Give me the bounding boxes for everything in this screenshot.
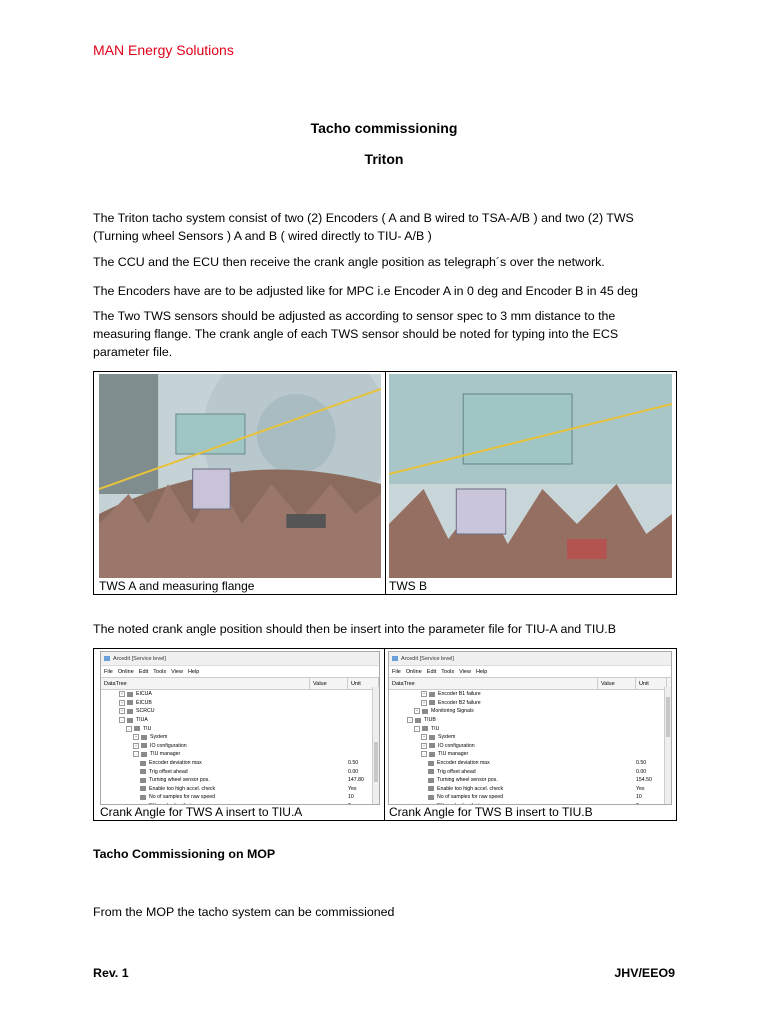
column-datatree[interactable]: DataTree [389, 678, 598, 689]
node-value[interactable]: 147.80 [348, 777, 364, 784]
node-label: System [438, 734, 456, 741]
tree-row[interactable] [101, 793, 379, 802]
screenshot-table [93, 648, 677, 821]
scrollbar-thumb[interactable] [374, 742, 378, 782]
node-icon [140, 761, 146, 766]
tree-row-label [101, 734, 338, 740]
tree-row-label [101, 726, 331, 732]
tree-row[interactable] [101, 742, 379, 751]
tree-row-label [101, 777, 345, 783]
menu-online[interactable]: Online [117, 668, 134, 675]
node-icon [127, 700, 133, 705]
node-icon [127, 718, 133, 723]
menu-tools[interactable]: Tools [441, 668, 455, 675]
collapse-icon[interactable]: - [119, 717, 125, 723]
tree-row-label [389, 760, 633, 766]
tree-row[interactable] [389, 793, 671, 802]
paragraph-network: The CCU and the ECU then receive the crank angle position as telegraph´s over the network. [93, 255, 605, 269]
node-label: TIU [143, 725, 152, 732]
node-label: TIU [431, 725, 440, 732]
menu-file[interactable]: File [104, 668, 113, 675]
tree-row[interactable] [101, 750, 379, 759]
tree-row[interactable] [101, 785, 379, 794]
tree-row-label [389, 734, 626, 740]
node-icon [429, 735, 435, 740]
tree-row[interactable] [389, 707, 671, 716]
node-icon [429, 743, 435, 748]
node-label: EICUB [136, 699, 152, 706]
expand-icon[interactable]: + [422, 699, 426, 705]
tree-row[interactable] [101, 690, 379, 699]
data-tree [389, 690, 671, 805]
tree-row[interactable] [101, 707, 379, 716]
menu-file[interactable]: File [392, 668, 401, 675]
tree-row-label [389, 794, 633, 800]
menu-help[interactable]: Help [475, 668, 488, 675]
tree-row-label [389, 777, 633, 783]
tree-row-label [101, 700, 324, 706]
node-label: Encoder deviation max [437, 760, 490, 767]
tree-row[interactable] [101, 733, 379, 742]
node-icon [141, 743, 147, 748]
collapse-icon[interactable]: - [421, 751, 427, 757]
photo-tws-b [389, 374, 672, 578]
menu-view[interactable]: View [459, 668, 471, 675]
tree-row-label [389, 700, 626, 706]
expand-icon[interactable]: + [134, 742, 138, 748]
tree-row[interactable] [101, 724, 379, 733]
node-label: Trig offset ahead [437, 768, 476, 775]
grid-header [101, 677, 379, 690]
expand-icon[interactable]: + [422, 742, 426, 748]
screenshot-cell-tiu-a [94, 649, 385, 820]
tree-row-label [101, 786, 345, 792]
paragraph-tws-adjustment: The Two TWS sensors should be adjusted as according to sensor spec to 3 mm distance to the measuring flange. The crank angle of each TWS sensor should be noted for typing into the ECS parameter file. [93, 309, 619, 359]
tree-row[interactable] [389, 750, 671, 759]
node-icon [422, 726, 428, 731]
node-label: Enable too high accel. check [437, 785, 504, 792]
node-label: SCRCU [136, 708, 155, 715]
node-value[interactable]: Yes [348, 785, 357, 792]
menu-edit[interactable]: Edit [138, 668, 149, 675]
node-icon [422, 709, 428, 714]
node-value[interactable]: 10 [636, 794, 642, 801]
node-icon [429, 692, 435, 697]
node-label: IO configuration [438, 742, 475, 749]
node-icon [134, 726, 140, 731]
node-icon [127, 692, 133, 697]
tree-row[interactable] [101, 759, 379, 768]
node-value[interactable]: 154.50 [636, 777, 652, 784]
expand-icon[interactable]: + [120, 708, 124, 714]
node-label: Trig offset ahead [149, 768, 188, 775]
node-icon [140, 769, 146, 774]
menu-edit[interactable]: Edit [426, 668, 437, 675]
screenshot-cell-tiu-b [385, 649, 676, 820]
tree-row-label [389, 726, 619, 732]
tree-row-label [101, 743, 338, 749]
footer-doc-ref: JHV/EEO9 [614, 966, 675, 980]
tree-row[interactable] [389, 699, 671, 708]
expand-icon[interactable]: + [120, 699, 124, 705]
node-icon [141, 752, 147, 757]
node-icon [428, 786, 434, 791]
column-datatree[interactable]: DataTree [101, 678, 310, 689]
menu-view[interactable]: View [171, 668, 183, 675]
tree-row[interactable] [101, 767, 379, 776]
node-label: Monitoring Signals [431, 708, 474, 715]
document-title: Tacho commissioning [310, 120, 458, 136]
tree-row[interactable] [389, 759, 671, 768]
tree-row-label [389, 769, 633, 775]
tree-row-label [389, 691, 626, 697]
menu-online[interactable]: Online [405, 668, 422, 675]
tree-row-label [101, 769, 345, 775]
collapse-icon[interactable]: - [133, 751, 139, 757]
tree-row-label [101, 760, 345, 766]
node-icon [141, 735, 147, 740]
menu-tools[interactable]: Tools [153, 668, 167, 675]
app-icon [104, 656, 110, 661]
arcedit-window-tiu-a [100, 651, 380, 805]
tree-row[interactable] [389, 742, 671, 751]
node-value[interactable]: 0.50 [348, 760, 359, 767]
window-titlebar [389, 652, 671, 666]
tree-row[interactable] [389, 724, 671, 733]
tree-row[interactable] [389, 716, 671, 725]
node-icon [428, 769, 434, 774]
node-label: Encoder B1 failure [438, 691, 481, 698]
vertical-scrollbar[interactable] [372, 687, 379, 804]
expand-icon[interactable]: + [120, 691, 124, 697]
screenshot-caption-tiu-a: Crank Angle for TWS A insert to TIU.A [100, 805, 303, 819]
tree-row[interactable] [389, 776, 671, 785]
node-label: Encoder B2 failure [438, 699, 481, 706]
menu-bar [101, 666, 379, 677]
node-icon [428, 761, 434, 766]
screenshot-caption-tiu-b: Crank Angle for TWS B insert to TIU.B [389, 805, 593, 819]
tree-row[interactable] [389, 785, 671, 794]
paragraph-system-overview: The Triton tacho system consist of two (2) Encoders ( A and B wired to TSA-A/B ) and two (2) TWS (Turning wheel Sensors ) A and B ( wired directly to TIU- A/B ) [93, 211, 634, 243]
window-titlebar [101, 652, 379, 666]
node-label: EICUA [136, 691, 152, 698]
node-label: IO configuration [150, 742, 187, 749]
node-value[interactable]: 0.00 [348, 768, 359, 775]
tree-row-label [101, 751, 338, 757]
collapse-icon[interactable]: - [407, 717, 413, 723]
tree-row[interactable] [389, 690, 671, 699]
paragraph-mop: From the MOP the tacho system can be commissioned [93, 905, 395, 919]
document-subtitle: Triton [364, 151, 404, 167]
node-label: TIU manager [150, 751, 181, 758]
column-unit[interactable]: Unit [348, 678, 379, 689]
tree-row-label [101, 708, 324, 714]
node-label: Turning wheel sensor pos. [437, 777, 498, 784]
expand-icon[interactable]: + [422, 734, 426, 740]
tree-row[interactable] [389, 767, 671, 776]
window-title: Arcedit [Service level] [113, 655, 166, 662]
node-icon [140, 778, 146, 783]
tree-row[interactable] [101, 776, 379, 785]
node-icon [415, 718, 421, 723]
tree-row-label [389, 717, 612, 723]
menu-help[interactable]: Help [187, 668, 200, 675]
tree-row-label [101, 794, 345, 800]
menu-bar [389, 666, 671, 677]
tree-row-label [389, 786, 633, 792]
node-label: TIUB [424, 717, 436, 724]
vertical-scrollbar[interactable] [664, 687, 671, 804]
node-value[interactable]: 0.50 [636, 760, 647, 767]
section-heading-mop: Tacho Commissioning on MOP [93, 847, 276, 861]
data-tree [101, 690, 379, 805]
node-label: TIUA [136, 717, 148, 724]
tree-row-label [389, 743, 626, 749]
arcedit-window-tiu-b [388, 651, 672, 805]
node-label: Enable too high accel. check [149, 785, 216, 792]
expand-icon[interactable]: + [415, 708, 419, 714]
tree-row-label [389, 708, 619, 714]
node-icon [140, 795, 146, 800]
tree-row-label [101, 691, 324, 697]
expand-icon[interactable]: + [422, 691, 426, 697]
grid-header [389, 677, 671, 690]
collapse-icon[interactable]: - [414, 726, 420, 732]
photo-table [93, 371, 677, 595]
photo-caption-tws-a: TWS A and measuring flange [99, 579, 255, 593]
collapse-icon[interactable]: - [126, 726, 132, 732]
node-value[interactable]: 0.00 [636, 768, 647, 775]
column-value[interactable]: Value [310, 678, 348, 689]
node-label: System [150, 734, 168, 741]
tree-row[interactable] [101, 699, 379, 708]
node-value[interactable]: 10 [348, 794, 354, 801]
node-label: TIU manager [438, 751, 469, 758]
company-name: MAN Energy Solutions [93, 42, 234, 58]
photo-caption-tws-b: TWS B [389, 579, 427, 593]
node-icon [127, 709, 133, 714]
scrollbar-thumb[interactable] [666, 697, 670, 737]
photo-tws-a [99, 374, 381, 578]
node-icon [428, 778, 434, 783]
tree-row-label [389, 751, 626, 757]
column-value[interactable]: Value [598, 678, 636, 689]
node-icon [140, 786, 146, 791]
photo-cell-tws-a [94, 372, 386, 594]
column-unit[interactable]: Unit [636, 678, 667, 689]
footer-revision: Rev. 1 [93, 966, 129, 980]
tree-row-label [101, 717, 324, 723]
paragraph-encoders: The Encoders have are to be adjusted like for MPC i.e Encoder A in 0 deg and Encoder B in 45 deg [93, 284, 638, 298]
node-icon [429, 700, 435, 705]
node-icon [429, 752, 435, 757]
node-label: Turning wheel sensor pos. [149, 777, 210, 784]
node-label: Encoder deviation max [149, 760, 202, 767]
node-label: No of samples for raw speed [149, 794, 216, 801]
paragraph-insert-params: The noted crank angle position should then be insert into the parameter file for TIU-A and TIU.B [93, 622, 617, 636]
window-title: Arcedit [Service level] [401, 655, 454, 662]
node-label: No of samples for raw speed [437, 794, 504, 801]
photo-cell-tws-b [386, 372, 676, 594]
node-icon [428, 795, 434, 800]
tree-row[interactable] [389, 733, 671, 742]
node-value[interactable]: Yes [636, 785, 645, 792]
expand-icon[interactable]: + [134, 734, 138, 740]
tree-row[interactable] [101, 716, 379, 725]
app-icon [392, 656, 398, 661]
